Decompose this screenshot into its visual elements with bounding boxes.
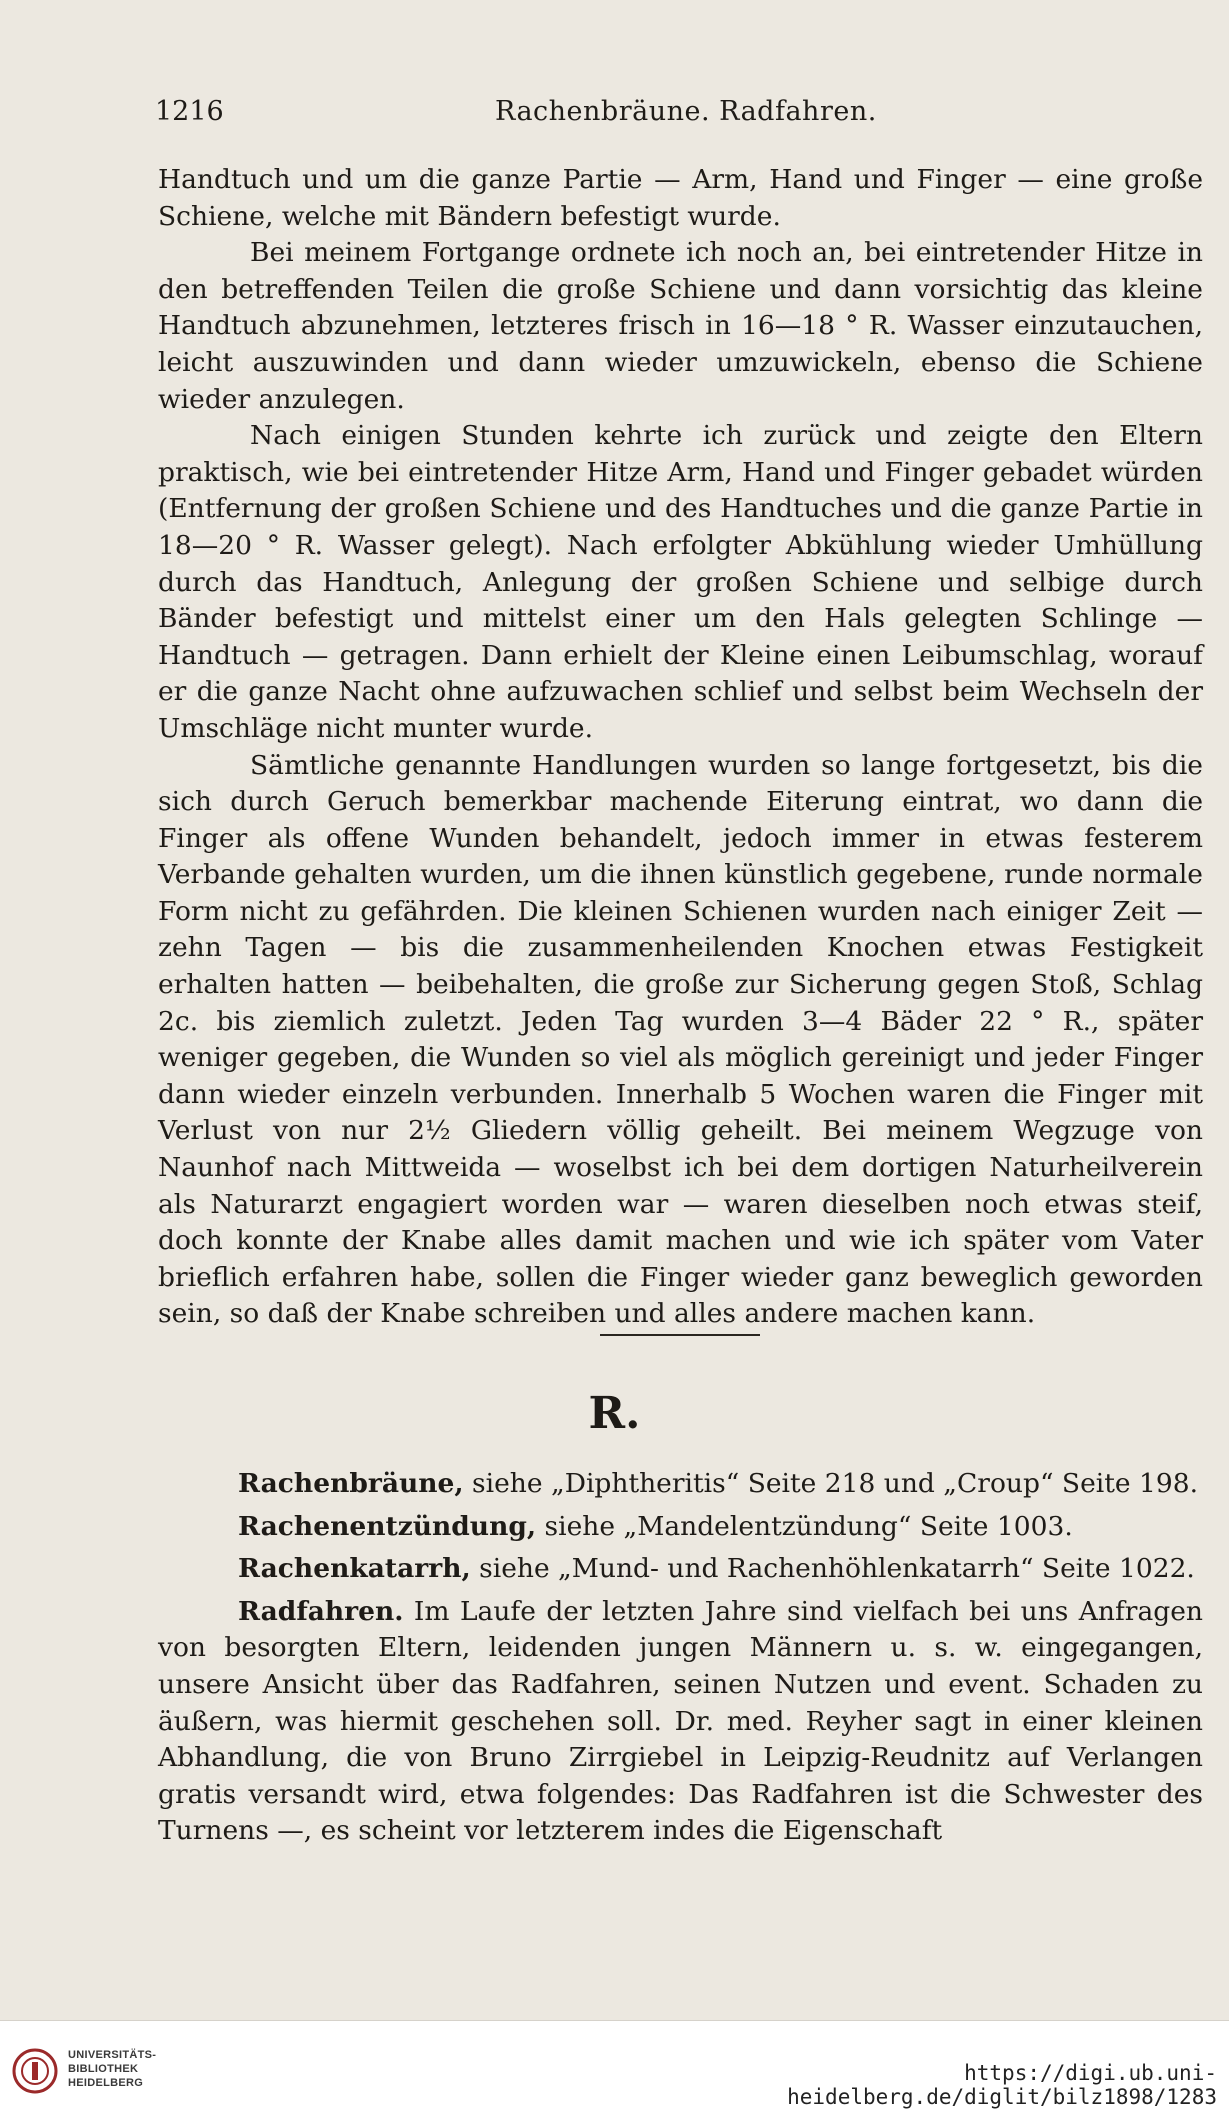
body-text: [158, 162, 1203, 1333]
entry-text: siehe „Mandelentzündung“ Seite 1003.: [536, 1510, 1073, 1542]
source-url-link[interactable]: https://digi.ub.uni-heidelberg.de/diglit/bilz1898/1283: [787, 2061, 1217, 2109]
running-header: [155, 96, 1205, 136]
paragraph: Bei meinem Fortgange ordnete ich noch an, bei eintretender Hitze in den betreffenden Teilen die große Schiene und dann vorsichtig das kleine Handtuch abzunehmen, letzteres frisch in 16—18 ° R. Wasser einzutauchen, leicht auszuwinden und dann wieder umzuwickeln, ebenso die Schiene wieder anzulegen.: [158, 237, 1203, 415]
entry-text: siehe „Mund- und Rachenhöhlenkatarrh“ Seite 1022.: [470, 1553, 1195, 1585]
entry-text: siehe „Diphtheritis“ Seite 218 und „Croup“ Seite 198.: [463, 1468, 1198, 1499]
entry-radfahren: [158, 1594, 1203, 1850]
paragraph: Sämtliche genannte Handlungen wurden so lange fortgesetzt, bis die sich durch Geruch bemerkbar machende Eiterung eintrat, wo dann die Finger als offene Wunden behandelt, jedoch immer in etwas festerem Verbande gehalten wurden, um die ihnen künstlich gegebene, runde normale Form nicht zu gefährden. Die kleinen Schienen wurden nach einiger Zeit — zehn Tagen — bis die zusammenheilenden Knochen etwas Festigkeit erhalten hatten — beibehalten, die große zur Sicherung gegen Stoß, Schlag 2c. bis ziemlich zuletzt. Jeden Tag wurden 3—4 Bäder 22 ° R., später weniger gegeben, die Wunden so viel als möglich gereinigt und jeder Finger dann wieder einzeln verbunden. Innerhalb 5 Wochen waren die Finger mit Verlust von nur 2½ Gliedern völlig geheilt. Bei meinem Wegzuge von Naunhof nach Mittweida — woselbst ich bei dem dortigen Naturheilverein als Naturarzt engagiert worden war — waren dieselben noch etwas steif, doch konnte der Knabe alles damit machen und wie ich später vom Vater brieflich erfahren habe, sollen die Finger wieder ganz beweglich geworden sein, so daß der Knabe schreiben und alles andere machen kann.: [158, 749, 1203, 1330]
library-logo-text: UNIVERSITÄTS- BIBLIOTHEK HEIDELBERG: [68, 2049, 157, 2089]
entry-text: Im Laufe der letzten Jahre sind vielfach bei uns Anfragen von besorgten Eltern, leidenden jungen Männern u. s. w. eingegangen, unsere Ansicht über das Radfahren, seinen Nutzen und event. Schaden zu äußern, was hiermit geschehen soll. Dr. med. Reyher sagt in einer kleinen Abhandlung, die von Bruno Zirrgiebel in Leipzig-Reudnitz auf Verlangen gratis versandt wird, etwa folgendes: Das Radfahren ist die Schwester des Turnens —, es scheint vor letzterem indes die Eigenschaft: [158, 1595, 1203, 1847]
section-divider: [600, 1334, 760, 1336]
dictionary-entries: [158, 1466, 1203, 1856]
paragraph: Nach einigen Stunden kehrte ich zurück und zeigte den Eltern praktisch, wie bei eintretender Hitze Arm, Hand und Finger gebadet würden (Entfernung der großen Schiene und des Handtuches und die ganze Partie in 18—20 ° R. Wasser gelegt). Nach erfolgter Abkühlung wieder Umhüllung durch das Handtuch, Anlegung der großen Schiene und selbige durch Bänder befestigt und mittelst einer um den Hals gelegten Schlinge — Handtuch — getragen. Dann erhielt der Kleine einen Leibumschlag, worauf er die ganze Nacht ohne aufzuwachen schlief und selbst beim Wechseln der Umschläge nicht munter wurde.: [158, 420, 1203, 744]
entry-headword: Radfahren.: [238, 1595, 404, 1627]
section-letter: R.: [588, 1388, 641, 1439]
entry-headword: Rachenbräune,: [238, 1468, 464, 1499]
running-title: Rachenbräune. Radfahren.: [495, 96, 877, 127]
page-number: 1216: [155, 96, 224, 127]
paragraph: Handtuch und um die ganze Partie — Arm, Hand und Finger — eine große Schiene, welche mit Bändern befestigt wurde.: [158, 164, 1203, 232]
entry-headword: Rachenkatarrh,: [238, 1553, 471, 1585]
entry-headword: Rachenentzündung,: [238, 1510, 537, 1542]
entry-rachenkatarrh: [158, 1551, 1203, 1588]
university-seal-icon: [12, 2048, 58, 2094]
entry-rachenentzuendung: [158, 1509, 1203, 1546]
entry-rachenbraeune: [158, 1466, 1203, 1503]
